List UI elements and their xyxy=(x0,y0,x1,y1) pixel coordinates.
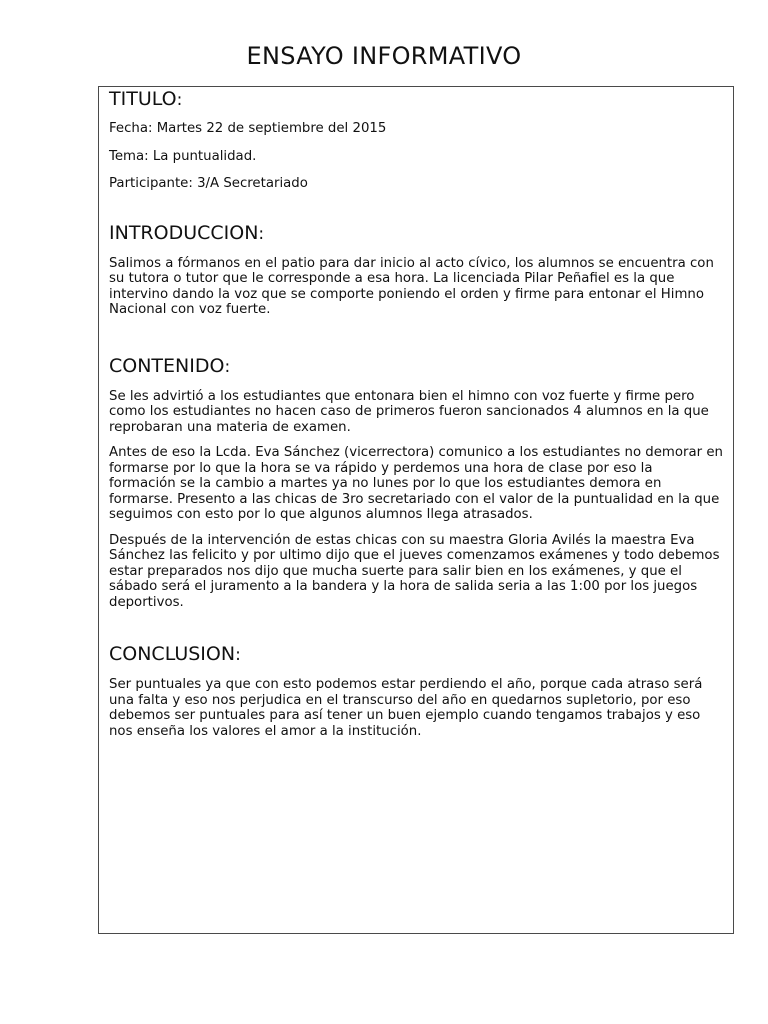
contenido-paragraph-2: Antes de eso la Lcda. Eva Sánchez (vicerrectora) comunico a los estudiantes no demorar en formarse por lo que la hora se va rápido y perdemos una hora de clase por eso la formación se la cambio a martes ya no lunes por lo que los estudiantes demora en formarse. Presento a las chicas de 3ro secretariado con el valor de la puntualidad en la que seguimos con esto por lo que algunos alumnos llega atrasados. xyxy=(109,445,723,522)
tema-line: Tema: La puntualidad. xyxy=(109,148,257,164)
section-heading-contenido-text: CONTENIDO xyxy=(109,354,225,377)
section-heading-titulo-text: TITULO xyxy=(109,88,177,110)
conclusion-paragraph: Ser puntuales ya que con esto podemos estar perdiendo el año, porque cada atraso será una falta y eso nos perjudica en el transcurso del año en quedarnos supletorio, por eso debemos ser puntuales para así tener un buen ejemplo cuando tengamos trabajos y eso nos enseña los valores el amor a la institución. xyxy=(109,677,703,739)
section-heading-introduccion: INTRODUCCION: xyxy=(109,221,265,244)
fecha-line: Fecha: Martes 22 de septiembre del 2015 xyxy=(109,121,387,136)
contenido-paragraph-1: Se les advirtió a los estudiantes que entonara bien el himno con voz fuerte y firme pero como los estudiantes no hacen caso de primeros fueron sancionados 4 alumnos en la que reprobaran una materia de examen. xyxy=(109,388,709,435)
introduccion-paragraph: Salimos a fórmanos en el patio para dar inicio al acto cívico, los alumnos se encuentra con su tutora o tutor que le corresponde a esa hora. La licenciada Pilar Peñafiel es la que intervino dando la voz que se comporte poniendo el orden y firme para entonar el Himno Nacional con voz fuerte. xyxy=(109,255,714,317)
section-heading-titulo: TITULO: xyxy=(109,88,183,110)
document-title: ENSAYO INFORMATIVO xyxy=(246,42,522,70)
participante-line: Participante: 3/A Secretariado xyxy=(109,176,308,191)
section-heading-contenido: CONTENIDO: xyxy=(109,354,231,377)
section-heading-introduccion-text: INTRODUCCION xyxy=(109,221,259,244)
section-heading-conclusion-text: CONCLUSION xyxy=(109,643,236,665)
section-heading-conclusion: CONCLUSION: xyxy=(109,643,241,665)
essay-frame xyxy=(98,86,734,934)
contenido-paragraph-3: Después de la intervención de estas chicas con su maestra Gloria Avilés la maestra Eva Sánchez las felicito y por ultimo dijo que el jueves comenzamos exámenes y todo debemos estar preparados nos dijo que mucha suerte para salir bien en los exámenes, y que el sábado será el juramento a la bandera y la hora de salida seria a las 1:00 por los juegos deportivos. xyxy=(109,532,720,610)
